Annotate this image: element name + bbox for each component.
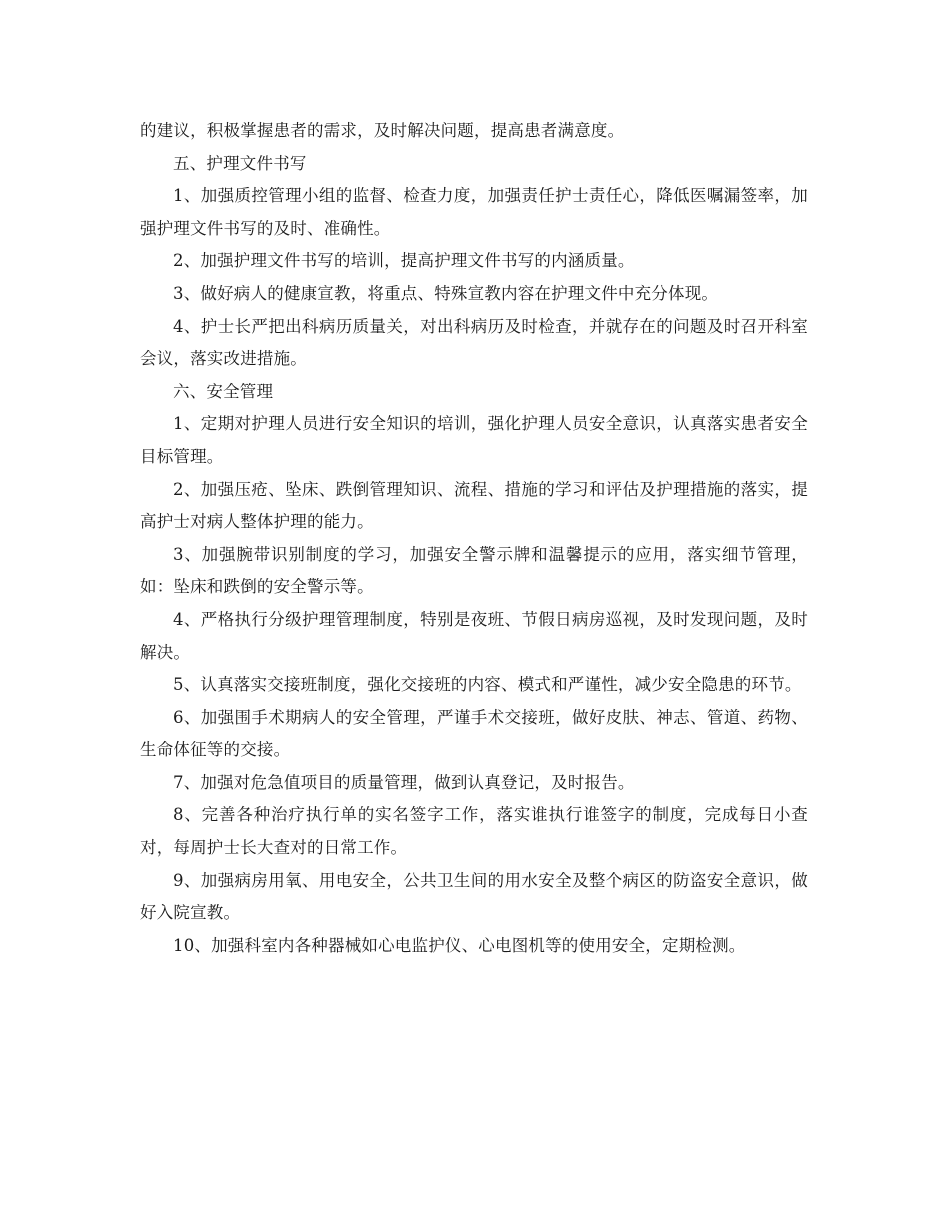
- list-item: 6、加强围手术期病人的安全管理，严谨手术交接班，做好皮肤、神志、管道、药物、生命体征等的交接。: [140, 707, 808, 760]
- document-body: [140, 115, 808, 962]
- list-item: 3、加强腕带识别制度的学习，加强安全警示牌和温馨提示的应用，落实细节管理，如：坠床和跌倒的安全警示等。: [140, 544, 808, 597]
- list-item: 4、护士长严把出科病历质量关，对出科病历及时检查，并就存在的问题及时召开科室会议，落实改进措施。: [140, 316, 808, 369]
- section-heading-nursing-documents: 五、护理文件书写: [173, 153, 307, 173]
- list-item: 2、加强压疮、坠床、跌倒管理知识、流程、措施的学习和评估及护理措施的落实，提高护士对病人整体护理的能力。: [140, 479, 808, 532]
- list-item: 8、完善各种治疗执行单的实名签字工作，落实谁执行谁签字的制度，完成每日小查对，每周护士长大查对的日常工作。: [140, 805, 808, 858]
- paragraph-continuation: 的建议，积极掌握患者的需求，及时解决问题，提高患者满意度。: [140, 121, 625, 140]
- section-heading-safety-management: 六、安全管理: [173, 381, 274, 401]
- list-item: 10、加强科室内各种器械如心电监护仪、心电图机等的使用安全，定期检测。: [173, 935, 746, 955]
- list-item: 7、加强对危急值项目的质量管理，做到认真登记，及时报告。: [173, 772, 635, 792]
- list-item: 1、加强质控管理小组的监督、检查力度，加强责任护士责任心，降低医嘱漏签率，加强护理文件书写的及时、准确性。: [140, 186, 808, 238]
- list-item: 2、加强护理文件书写的培训，提高护理文件书写的内涵质量。: [173, 251, 635, 271]
- list-item: 4、严格执行分级护理管理制度，特别是夜班、节假日病房巡视，及时发现问题，及时解决。: [140, 609, 808, 662]
- list-item: 1、定期对护理人员进行安全知识的培训，强化护理人员安全意识，认真落实患者安全目标管理。: [140, 414, 808, 466]
- list-item: 5、认真落实交接班制度，强化交接班的内容、模式和严谨性，减少安全隐患的环节。: [173, 675, 802, 695]
- list-item: 9、加强病房用氧、用电安全，公共卫生间的用水安全及整个病区的防盗安全意识，做好入院宣教。: [140, 870, 808, 923]
- list-item: 3、做好病人的健康宣教，将重点、特殊宣教内容在护理文件中充分体现。: [173, 283, 719, 303]
